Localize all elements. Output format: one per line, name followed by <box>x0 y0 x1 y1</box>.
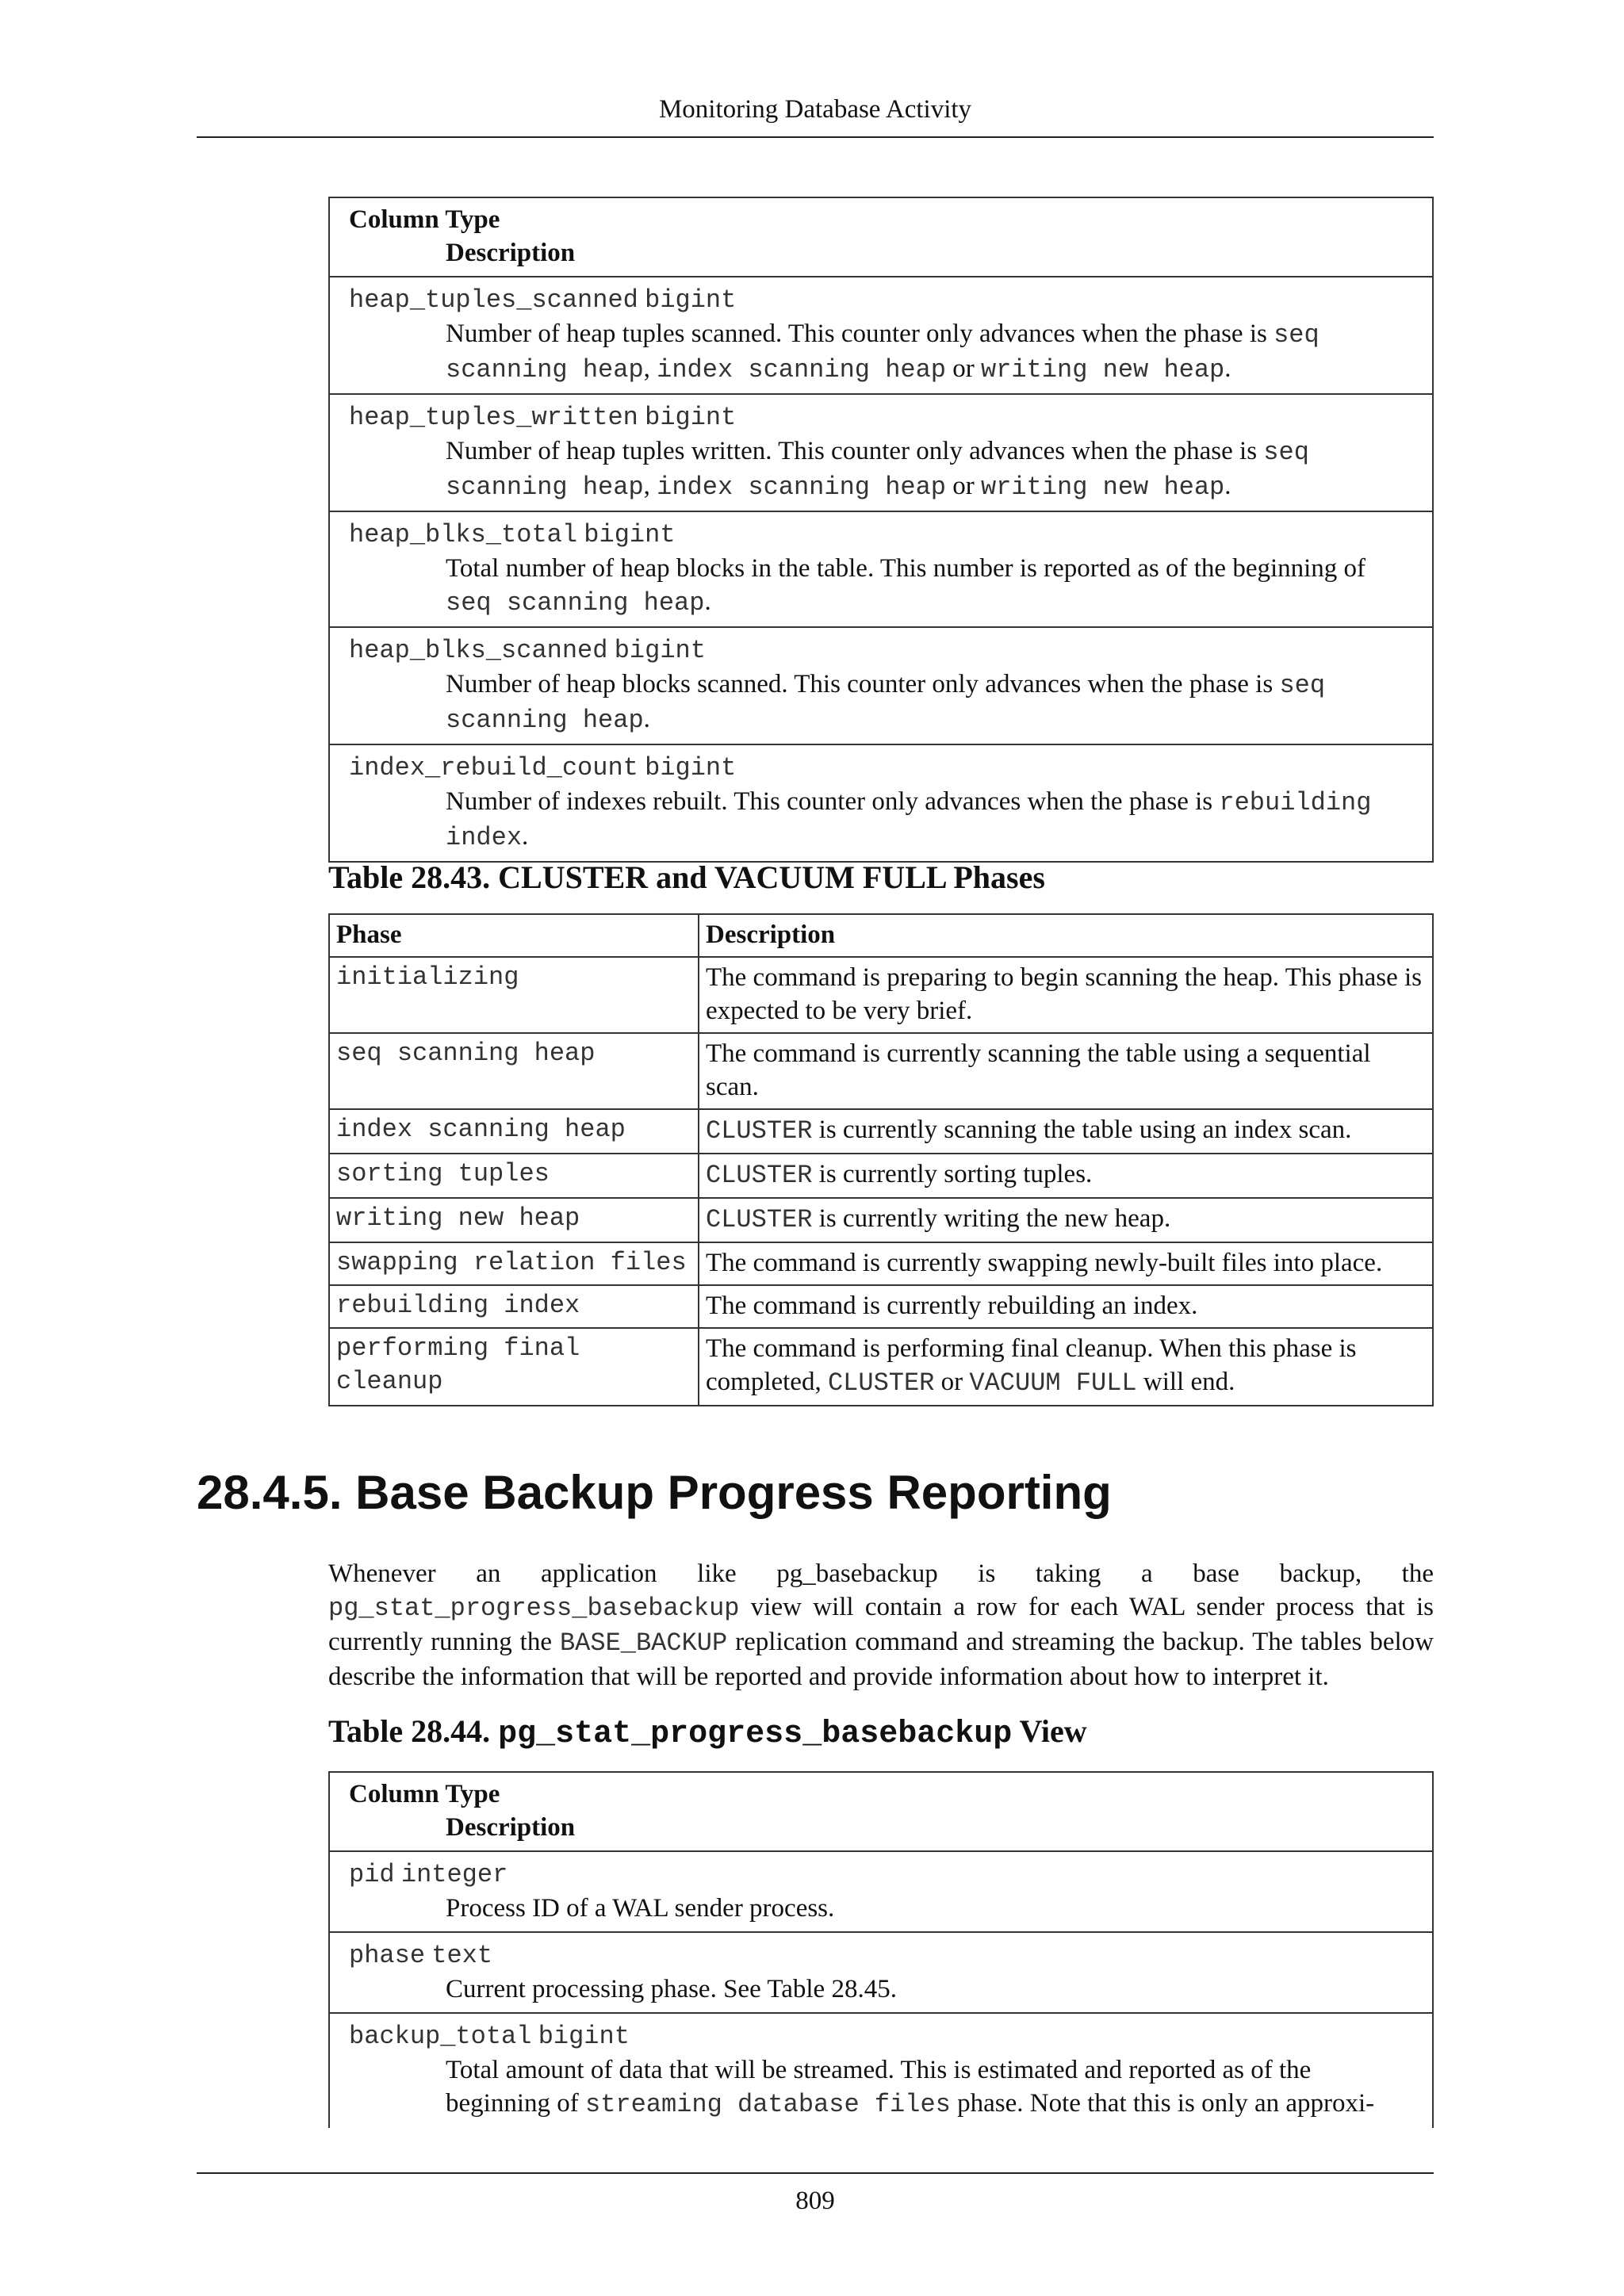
phase-description: The command is currently scanning the table using a sequential scan. <box>699 1033 1433 1109</box>
column-type: integer <box>400 1860 508 1889</box>
phase-name: index scanning heap <box>329 1109 699 1154</box>
progress-cluster-columns-table <box>328 197 1434 863</box>
column-type: bigint <box>645 285 737 315</box>
table-row <box>329 2013 1433 2128</box>
column-description: Number of heap blocks scanned. This counter only advances when the phase is seq scanning heap. <box>446 670 1326 735</box>
table-row <box>329 1033 1433 1109</box>
column-description: Number of heap tuples written. This counter only advances when the phase is seq scanning heap, index scanning heap or writing new heap. <box>446 437 1309 502</box>
column-description: Number of indexes rebuilt. This counter only advances when the phase is rebuilding index. <box>446 787 1372 852</box>
column-type: text <box>431 1941 493 1970</box>
phase-description: The command is currently rebuilding an index. <box>699 1285 1433 1328</box>
column-type: bigint <box>538 2022 630 2051</box>
column-name: heap_tuples_written <box>349 403 638 432</box>
column-name: index_rebuild_count <box>349 753 638 783</box>
phase-description: The command is performing final cleanup. When this phase is completed, CLUSTER or VACUUM FULL will end. <box>699 1328 1433 1406</box>
phase-description: CLUSTER is currently sorting tuples. <box>699 1154 1433 1198</box>
table-caption: Table 28.43. CLUSTER and VACUUM FULL Phases <box>328 859 1045 895</box>
column-type: bigint <box>645 753 737 783</box>
phase-name: rebuilding index <box>329 1285 699 1328</box>
phase-description: The command is currently swapping newly-built files into place. <box>699 1242 1433 1285</box>
table-row <box>329 277 1433 394</box>
table-header-row <box>329 197 1433 277</box>
table-row <box>329 1932 1433 2013</box>
phase-header: Phase <box>329 914 699 957</box>
cluster-phases-table <box>328 913 1434 1406</box>
description-header: Description <box>446 1813 576 1842</box>
column-name: backup_total <box>349 2022 532 2051</box>
section-paragraph: Whenever an application like pg_basebackup is taking a base backup, the pg_stat_progress_basebackup view will contain a row for each WAL sender process that is currently running the BASE_BACKUP replication command and streaming the backup. The tables below describe the information that will be reported and provide information about how to interpret it. <box>328 1559 1434 1691</box>
column-description: Total number of heap blocks in the table. This number is reported as of the beginning of seq scanning heap. <box>446 554 1366 618</box>
table-row <box>329 1154 1433 1198</box>
table-row <box>329 957 1433 1033</box>
table-row <box>329 1109 1433 1154</box>
table-row <box>329 627 1433 744</box>
header-rule <box>197 136 1434 138</box>
table-row <box>329 1328 1433 1406</box>
phase-name: sorting tuples <box>329 1154 699 1198</box>
table-row <box>329 394 1433 511</box>
table-row <box>329 744 1433 862</box>
column-description: Process ID of a WAL sender process. <box>446 1894 835 1923</box>
column-name: pid <box>349 1860 395 1889</box>
table-row <box>329 511 1433 627</box>
phase-description: CLUSTER is currently scanning the table using an index scan. <box>699 1109 1433 1154</box>
phase-description: The command is preparing to begin scanning the heap. This phase is expected to be very brief. <box>699 957 1433 1033</box>
column-description: Total amount of data that will be streamed. This is estimated and reported as of the beginning of streaming database files phase. Note that this is only an approxi- <box>446 2056 1375 2119</box>
table-row <box>329 1242 1433 1285</box>
table-header-row <box>329 914 1433 957</box>
column-type: bigint <box>584 520 676 549</box>
column-name: heap_blks_total <box>349 520 578 549</box>
phase-name: seq scanning heap <box>329 1033 699 1109</box>
table-row <box>329 1851 1433 1932</box>
column-type: bigint <box>645 403 737 432</box>
phase-description: CLUSTER is currently writing the new heap. <box>699 1198 1433 1242</box>
table-row <box>329 1285 1433 1328</box>
footer-rule <box>197 2172 1434 2174</box>
phase-name: initializing <box>329 957 699 1033</box>
phase-name: swapping relation files <box>329 1242 699 1285</box>
column-type: bigint <box>614 636 706 665</box>
column-type-header: Column Type <box>349 1780 500 1808</box>
column-type-header: Column Type <box>349 205 500 234</box>
table-row <box>329 1198 1433 1242</box>
page-number: 809 <box>795 2187 835 2215</box>
page-header: Monitoring Database Activity <box>658 95 972 124</box>
column-name: phase <box>349 1941 426 1970</box>
column-description: Current processing phase. See Table 28.45. <box>446 1975 897 2003</box>
column-name: heap_tuples_scanned <box>349 285 638 315</box>
description-header: Description <box>699 914 1433 957</box>
basebackup-columns-table <box>328 1771 1434 2128</box>
column-name: heap_blks_scanned <box>349 636 608 665</box>
table-header-row <box>329 1772 1433 1851</box>
phase-name: writing new heap <box>329 1198 699 1242</box>
table-caption: Table 28.44. pg_stat_progress_basebackup View <box>328 1713 1087 1752</box>
section-title: 28.4.5. Base Backup Progress Reporting <box>197 1466 1112 1519</box>
description-header: Description <box>446 239 576 267</box>
phase-name: performing final cleanup <box>329 1328 699 1406</box>
column-description: Number of heap tuples scanned. This counter only advances when the phase is seq scanning heap, index scanning heap or writing new heap. <box>446 320 1320 385</box>
